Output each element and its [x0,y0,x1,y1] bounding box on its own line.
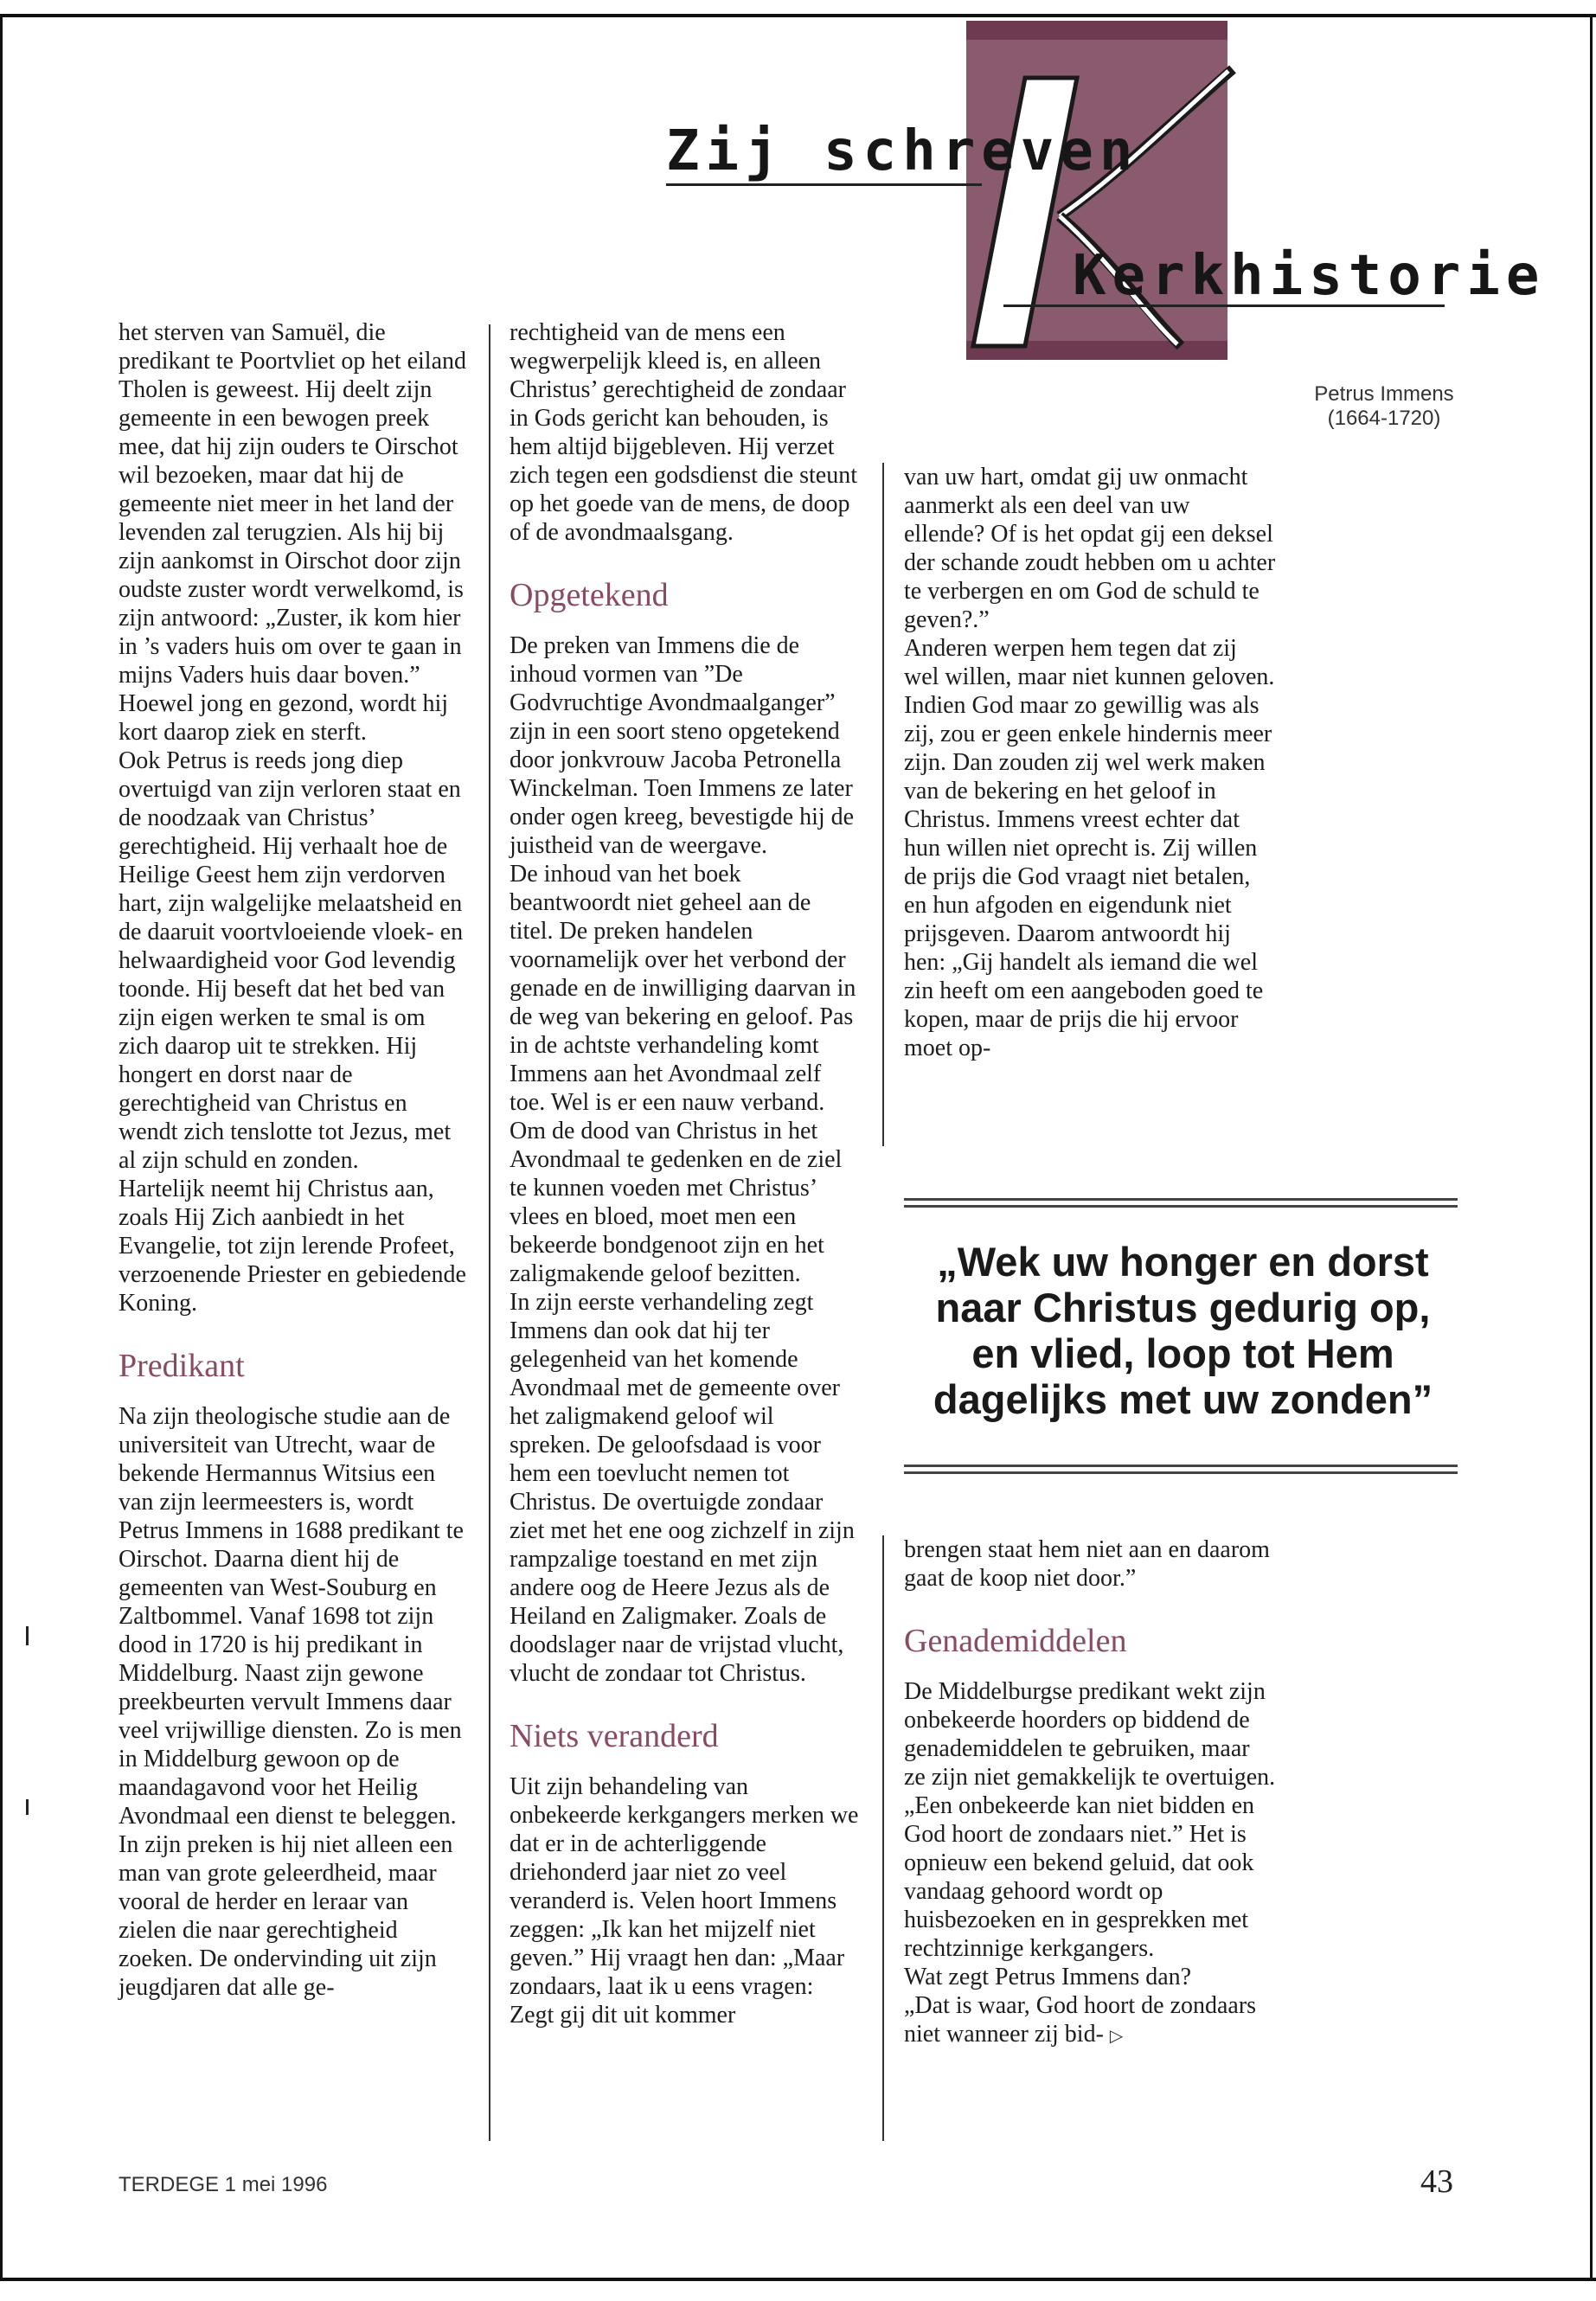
page-border-top [0,14,1596,17]
paragraph: Wat zegt Petrus Immens dan? [904,1964,1192,1990]
logo-band-top [966,21,1227,40]
quote-rule-top-2 [904,1205,1458,1208]
section-heading-opgetekend: Opgetekend [510,577,669,613]
paragraph: van uw hart, omdat gij uw onmacht aanmerkt als een deel van uw ellende? Of is het opdat gij een deksel der schande zoudt hebben om u achter te verbergen en om God de schuld te geven?.” [904,464,1276,633]
paragraph: Na zijn theologische studie aan de universiteit van Utrecht, waar de bekende Hermannus Witsius een van zijn leermeesters is, wordt Petrus Immens in 1688 predikant te Oirschot. Daarna dient hij de gemeenten van West-Souburg en Zaltbommel. Vanaf 1698 tot zijn dood in 1720 is hij predikant in Middelburg. Naast zijn gewone preekbeurten vervult Immens daar veel vrijwillige diensten. Zo is men in Middelburg gewoon op de maandagavond voor het Heilig Avondmaal een dienst te beleggen. [119,1403,464,1830]
paragraph: De inhoud van het boek beantwoordt niet geheel aan de titel. De preken handelen voornamelijk over het verbond der genade en de inwilliging daarvan in de weg van bekering en geloof. Pas in de achtste verhandeling komt Immens aan het Avondmaal zelf toe. Wel is er een nauw verband. Om de dood van Christus in het Avondmaal te gedenken en de ziel te kunnen voeden met Christus’ vlees en bloed, moet men een bekeerde bondgenoot zijn en het zaligmakende geloof bezitten. [510,861,856,1287]
paragraph: De preken van Immens die de inhoud vormen van ”De Godvruchtige Avondmaalganger” zijn in een soort steno opgetekend door jonkvrouw Jacoba Petronella Winckelman. Toen Immens ze later onder ogen kreeg, bevestigde hij de juistheid van de weergave. [510,632,855,859]
paragraph: In zijn eerste verhandeling zegt Immens dan ook dat hij ter gelegenheid van het komende Avondmaal met de gemeente over het zaligmakend geloof wil spreken. De geloofsdaad is voor hem een toevlucht nemen tot Christus. De overtuigde zondaar ziet met het ene oog zichzelf in zijn rampzalige toestand en met zijn andere oog de Heere Jezus als de Heiland en Zaligmaker. Zoals de doodslager naar de vrijstad vlucht, vlucht de zondaar tot Christus. [510,1289,855,1687]
paragraph: In zijn preken is hij niet alleen een man van grote geleerdheid, maar vooral de herder en leraar van zielen die naar gerechtigheid zoeken. De ondervinding uit zijn jeugdjaren dat alle ge- [119,1831,453,2001]
paragraph: Anderen werpen hem tegen dat zij wel willen, maar niet kunnen geloven. Indien God maar zo gewillig was als zij, zou er geen enkele hindernis meer zijn. Dan zouden zij wel werk maken van de bekering en het geloof in Christus. Immens vreest echter dat hun willen niet oprecht is. Zij willen de prijs die God vraagt niet betalen, en hun afgoden en eigendunk niet prijsgeven. Daarom antwoordt hij hen: „Gij handelt als iemand die wel zin heeft om een aangeboden goed te kopen, maar de prijs die hij ervoor moet op- [904,635,1275,1061]
section-heading-genademiddelen: Genademiddelen [904,1623,1127,1659]
scan-edge-mark [26,1626,29,1645]
column-divider-3 [882,1535,884,2141]
article-column-1 [119,318,469,2002]
column-divider-1 [489,324,490,2141]
section-heading-predikant: Predikant [119,1348,245,1384]
paragraph: het sterven van Samuël, die predikant te Poortvliet op het eiland Tholen is geweest. Hij deelt zijn gemeente in een bewogen preek mee, dat hij zijn ouders te Oirschot wil bezoeken, maar dat hij de gemeente niet meer in het land der levenden zal terugzien. Als hij bij zijn aankomst in Oirschot door zijn oudste zuster wordt verwelkomd, is zijn antwoord: „Zuster, ik kom hier in ’s vaders huis om over te gaan in mijns Vaders huis daar boven.” Hoewel jong en gezond, wordt hij kort daarop ziek en sterft. [119,319,467,746]
article-column-3-bottom [904,1535,1276,2050]
paragraph: De Middelburgse predikant wekt zijn onbekeerde hoorders op biddend de genademiddelen te gebruiken, maar ze zijn niet gemakkelijk te overtuigen. „Een onbekeerde kan niet bidden en God hoort de zondaars niet.” Het is opnieuw een bekend geluid, dat ook vandaag gehoord wordt op huisbezoeken en in gesprekken met rechtzinnige kerkgangers. [904,1678,1276,1962]
paragraph [904,1991,1276,2050]
page-border-left [0,14,3,2281]
paragraph-text: „Dat is waar, God hoort de zondaars niet wanneer zij bid- [904,1992,1257,2048]
section-heading-niets-veranderd: Niets veranderd [510,1718,719,1754]
header-title-part2: Kerkhistorie [1073,244,1546,308]
header-underline-1 [666,183,982,186]
paragraph: Uit zijn behandeling van onbekeerde kerkgangers merken we dat er in de achterliggende driehonderd jaar niet zo veel veranderd is. Velen hoort Immens zeggen: „Ik kan het mijzelf niet geven.” Hij vraagt hen dan: „Maar zondaars, laat ik u eens vragen: Zegt gij dit uit kommer [510,1773,859,2029]
page-border-right [1590,14,1593,2281]
pull-quote: „Wek uw honger en dorst naar Christus gedurig op, en vlied, loop tot Hem dagelijks met uw zonden” [933,1239,1433,1422]
page-border-bottom [0,2278,1596,2281]
quote-rule-bottom-1 [904,1465,1458,1467]
paragraph: Ook Petrus is reeds jong diep overtuigd van zijn verloren staat en de noodzaak van Christus’ gerechtigheid. Hij verhaalt hoe de Heilige Geest hem zijn verdorven hart, zijn walgelijke melaatsheid en de daaruit voortvloeiende vloek- en helwaardigheid voor God levendig toonde. Hij beseft dat het bed van zijn eigen werken te smal is om zich daarop uit te strekken. Hij hongert en dorst naar de gerechtigheid van Christus en wendt zich tenslotte tot Jezus, met al zijn schuld en zonden. [119,747,464,1174]
caption-years: (1664-1720) [1327,407,1441,430]
quote-rule-bottom-2 [904,1471,1458,1474]
paragraph: brengen staat hem niet aan en daarom gaat de koop niet door.” [904,1536,1270,1592]
article-column-3-top [904,463,1276,1062]
page-number: 43 [1420,2163,1453,2200]
footer-publication: TERDEGE 1 mei 1996 [119,2173,328,2196]
quote-rule-top-1 [904,1198,1458,1201]
header-title-part1: Zij schreven [666,119,1139,183]
caption-name: Petrus Immens [1314,382,1454,406]
continue-arrow-icon: ▷ [1109,2025,1124,2046]
k-letter-logo-icon [947,61,1293,372]
scan-edge-mark [26,1799,29,1815]
column-divider-2 [882,463,884,1146]
article-column-2 [510,318,860,2029]
paragraph: rechtigheid van de mens een wegwerpelijk kleed is, en alleen Christus’ gerechtigheid de zondaar in Gods gericht kan behouden, is hem altijd bijgebleven. Hij verzet zich tegen een godsdienst die steunt op het goede van de mens, de doop of de avondmaalsgang. [510,319,857,546]
portrait-caption [1272,382,1497,431]
paragraph: Hartelijk neemt hij Christus aan, zoals Hij Zich aanbiedt in het Evangelie, tot zijn lerende Profeet, verzoenende Priester en gebiedende Koning. [119,1176,466,1317]
